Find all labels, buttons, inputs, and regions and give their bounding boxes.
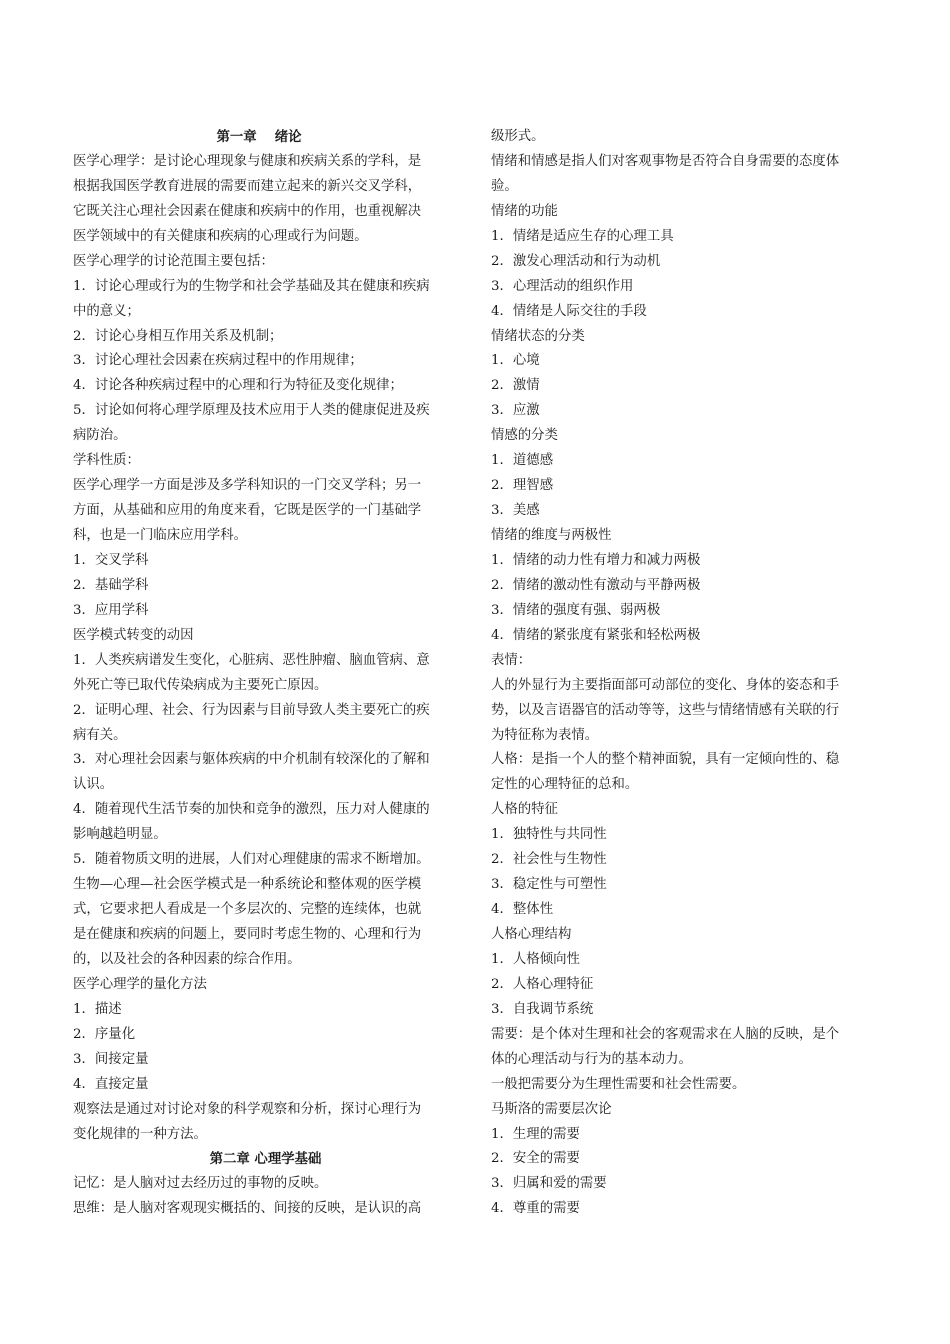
text-line: 验。 bbox=[491, 178, 518, 194]
text-line: 1．描述 bbox=[73, 1001, 122, 1017]
text-line: 观察法是通过对讨论对象的科学观察和分析，探讨心理行为 bbox=[73, 1101, 422, 1117]
text-line: 外死亡等已取代传染病成为主要死亡原因。 bbox=[73, 677, 328, 693]
text-line: 1．交叉学科 bbox=[73, 552, 149, 568]
text-line: 方面，从基础和应用的角度来看，它既是医学的一门基础学 bbox=[73, 503, 422, 519]
text-line: 生物—心理—社会医学模式是一种系统论和整体观的医学模 bbox=[73, 877, 422, 893]
text-line: 医学心理学：是讨论心理现象与健康和疾病关系的学科，是 bbox=[73, 153, 422, 169]
text-line: 马斯洛的需要层次论 bbox=[491, 1101, 612, 1117]
text-line: 学科性质： bbox=[73, 453, 140, 469]
text-line: 思维：是人脑对客观现实概括的、间接的反映，是认识的高 bbox=[73, 1201, 422, 1217]
text-line: 3．情绪的强度有强、弱两极 bbox=[491, 602, 661, 618]
text-line: 3．心理活动的组织作用 bbox=[491, 278, 634, 294]
text-line: 变化规律的一种方法。 bbox=[73, 1126, 207, 1142]
text-line: 2．讨论心身相互作用关系及机制； bbox=[73, 328, 283, 344]
text-line: 情绪状态的分类 bbox=[491, 328, 585, 344]
text-line: 认识。 bbox=[73, 777, 114, 793]
text-line: 病有关。 bbox=[73, 727, 127, 743]
text-line: 表情： bbox=[491, 652, 532, 668]
text-line: 情感的分类 bbox=[491, 428, 558, 444]
text-line: 4．情绪的紧张度有紧张和轻松两极 bbox=[491, 627, 701, 643]
text-line: 人的外显行为主要指面部可动部位的变化、身体的姿态和手 bbox=[491, 677, 840, 693]
text-line: 5．随着物质文明的进展，人们对心理健康的需求不断增加。 bbox=[73, 852, 430, 868]
text-line: 4．整体性 bbox=[491, 902, 554, 918]
text-line: 情绪的功能 bbox=[491, 203, 558, 219]
text-line: 科，也是一门临床应用学科。 bbox=[73, 528, 248, 543]
text-line: 2．证明心理、社会、行为因素与目前导致人类主要死亡的疾 bbox=[73, 702, 430, 718]
text-line: 3．归属和爱的需要 bbox=[491, 1176, 607, 1192]
text-line: 医学模式转变的动因 bbox=[73, 627, 194, 643]
text-line: 影响越趋明显。 bbox=[73, 827, 167, 843]
chapter-heading: 第二章 心理学基础 bbox=[209, 1151, 322, 1168]
text-line: 它既关注心理社会因素在健康和疾病中的作用，也重视解决 bbox=[73, 203, 422, 219]
text-line: 2．安全的需要 bbox=[491, 1151, 580, 1167]
text-line: 1．情绪是适应生存的心理工具 bbox=[491, 228, 674, 244]
left-column bbox=[73, 125, 458, 1222]
text-line: 3．美感 bbox=[491, 503, 540, 519]
right-column bbox=[491, 125, 877, 1222]
text-line: 式，它要求把人看成是一个多层次的、完整的连续体，也就 bbox=[73, 902, 422, 918]
text-line: 3．应用学科 bbox=[73, 602, 149, 618]
text-line: 是在健康和疾病的问题上，要同时考虑生物的、心理和行为 bbox=[73, 927, 422, 942]
text-line: 人格：是指一个人的整个精神面貌，具有一定倾向性的、稳 bbox=[491, 752, 840, 768]
text-line: 2．社会性与生物性 bbox=[491, 852, 607, 868]
text-line: 体的心理活动与行为的基本动力。 bbox=[491, 1051, 692, 1067]
text-line: 人格心理结构 bbox=[491, 927, 572, 942]
text-line: 3．间接定量 bbox=[73, 1051, 149, 1067]
text-line: 病防治。 bbox=[73, 428, 127, 444]
text-line: 情绪的维度与两极性 bbox=[491, 528, 612, 543]
text-line: 为特征称为表情。 bbox=[491, 727, 599, 743]
text-line: 4．随着现代生活节奏的加快和竞争的激烈，压力对人健康的 bbox=[73, 802, 430, 818]
text-line: 2．理智感 bbox=[491, 478, 554, 494]
text-line: 3．讨论心理社会因素在疾病过程中的作用规律； bbox=[73, 353, 363, 369]
text-line: 3．应激 bbox=[491, 403, 540, 419]
text-line: 医学心理学的讨论范围主要包括： bbox=[73, 253, 274, 269]
text-line: 1．独特性与共同性 bbox=[491, 827, 607, 843]
text-line: 势，以及言语器官的活动等等，这些与情绪情感有关联的行 bbox=[491, 702, 840, 718]
text-line: 情绪和情感是指人们对客观事物是否符合自身需要的态度体 bbox=[491, 153, 840, 169]
text-line: 中的意义； bbox=[73, 303, 140, 319]
text-line: 医学心理学的量化方法 bbox=[73, 976, 207, 992]
text-line: 2．基础学科 bbox=[73, 577, 149, 593]
text-line: 的，以及社会的各种因素的综合作用。 bbox=[73, 951, 301, 967]
text-line: 3．稳定性与可塑性 bbox=[491, 877, 607, 893]
text-line: 记忆：是人脑对过去经历过的事物的反映。 bbox=[73, 1176, 328, 1192]
text-line: 4．尊重的需要 bbox=[491, 1201, 580, 1217]
text-line: 医学心理学一方面是涉及多学科知识的一门交叉学科；另一 bbox=[73, 478, 422, 494]
text-line: 需要：是个体对生理和社会的客观需求在人脑的反映，是个 bbox=[491, 1026, 840, 1042]
text-line: 1．道德感 bbox=[491, 453, 554, 469]
text-line: 4．讨论各种疾病过程中的心理和行为特征及变化规律； bbox=[73, 378, 403, 394]
text-line: 人格的特征 bbox=[491, 802, 558, 818]
text-line: 1．生理的需要 bbox=[491, 1126, 580, 1142]
text-line: 2．人格心理特征 bbox=[491, 976, 594, 992]
text-line: 4．情绪是人际交往的手段 bbox=[491, 303, 647, 319]
chapter-heading: 第一章 绪论 bbox=[216, 129, 302, 145]
text-line: 1．心境 bbox=[491, 353, 540, 369]
text-line: 1．讨论心理或行为的生物学和社会学基础及其在健康和疾病 bbox=[73, 278, 430, 294]
text-line: 4．直接定量 bbox=[73, 1076, 149, 1092]
text-line: 2．激发心理活动和行为动机 bbox=[491, 253, 661, 269]
text-line: 定性的心理特征的总和。 bbox=[491, 777, 639, 793]
text-line: 1．人格倾向性 bbox=[491, 951, 580, 967]
text-line: 医学领域中的有关健康和疾病的心理或行为问题。 bbox=[73, 228, 368, 244]
text-line: 2．激情 bbox=[491, 378, 540, 394]
text-line: 2．序量化 bbox=[73, 1026, 136, 1042]
text-line: 3．对心理社会因素与躯体疾病的中介机制有较深化的了解和 bbox=[73, 752, 430, 768]
text-line: 一般把需要分为生理性需要和社会性需要。 bbox=[491, 1076, 746, 1092]
text-line: 级形式。 bbox=[491, 129, 545, 144]
text-line: 2．情绪的激动性有激动与平静两极 bbox=[491, 577, 701, 593]
text-line: 3．自我调节系统 bbox=[491, 1001, 594, 1017]
text-line: 5．讨论如何将心理学原理及技术应用于人类的健康促进及疾 bbox=[73, 403, 430, 419]
text-line: 1．人类疾病谱发生变化，心脏病、恶性肿瘤、脑血管病、意 bbox=[73, 652, 430, 668]
text-line: 1．情绪的动力性有增力和减力两极 bbox=[491, 552, 701, 568]
text-line: 根据我国医学教育进展的需要而建立起来的新兴交叉学科， bbox=[73, 178, 422, 194]
